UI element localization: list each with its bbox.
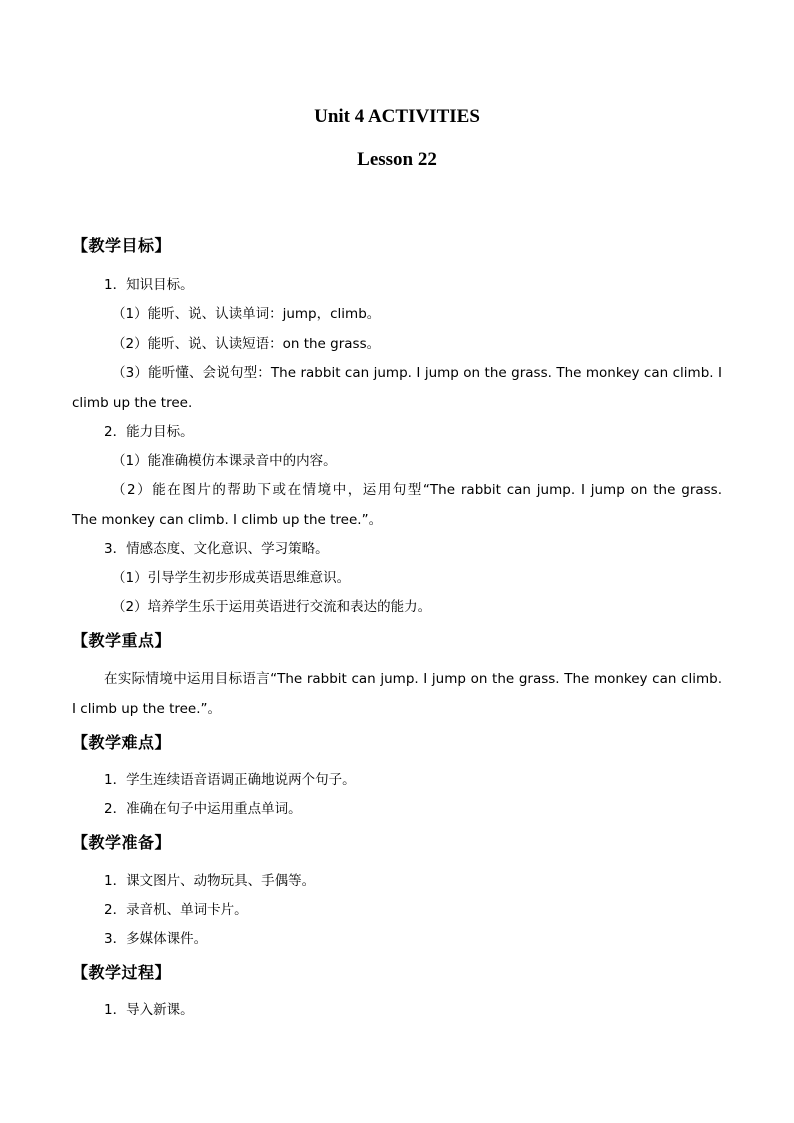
- knowledge-item-2: （2）能听、说、认读短语：on the grass。: [112, 336, 381, 352]
- ability-item-2-line1: （2）能在图片的帮助下或在情境中，运用句型“The rabbit can jump. I jump on the grass.: [112, 482, 722, 498]
- difficulties-heading: 【教学难点】: [72, 733, 172, 752]
- knowledge-objective: 1．知识目标。: [104, 277, 194, 293]
- ability-objective: 2．能力目标。: [104, 424, 194, 440]
- difficulty-item-1: 1．学生连续语音语调正确地说两个句子。: [104, 772, 356, 788]
- difficulty-item-2: 2．准确在句子中运用重点单词。: [104, 801, 302, 817]
- knowledge-item-1: （1）能听、说、认读单词：jump，climb。: [112, 306, 381, 322]
- process-heading: 【教学过程】: [72, 963, 172, 982]
- emotion-objective: 3．情感态度、文化意识、学习策略。: [104, 541, 329, 557]
- lesson-title: Lesson 22: [357, 149, 437, 170]
- emotion-item-1: （1）引导学生初步形成英语思维意识。: [112, 570, 351, 586]
- unit-title: Unit 4 ACTIVITIES: [314, 106, 480, 127]
- objectives-heading: 【教学目标】: [72, 236, 172, 255]
- key-points-heading: 【教学重点】: [72, 631, 172, 650]
- process-step-1: 1．导入新课。: [104, 1002, 194, 1018]
- preparation-heading: 【教学准备】: [72, 833, 172, 852]
- knowledge-item-3-line2: climb up the tree.: [72, 395, 193, 411]
- ability-item-2-line2: The monkey can climb. I climb up the tree.”。: [72, 512, 383, 528]
- preparation-item-1: 1．课文图片、动物玩具、手偶等。: [104, 873, 316, 889]
- emotion-item-2: （2）培养学生乐于运用英语进行交流和表达的能力。: [112, 599, 432, 615]
- preparation-item-2: 2．录音机、单词卡片。: [104, 902, 248, 918]
- key-points-line2: I climb up the tree.”。: [72, 701, 222, 717]
- key-points-line1: 在实际情境中运用目标语言“The rabbit can jump. I jump on the grass. The monkey can climb.: [104, 671, 722, 687]
- ability-item-1: （1）能准确模仿本课录音中的内容。: [112, 453, 337, 469]
- knowledge-item-3-line1: （3）能听懂、会说句型：The rabbit can jump. I jump on the grass. The monkey can climb. I: [112, 365, 722, 381]
- preparation-item-3: 3．多媒体课件。: [104, 931, 208, 947]
